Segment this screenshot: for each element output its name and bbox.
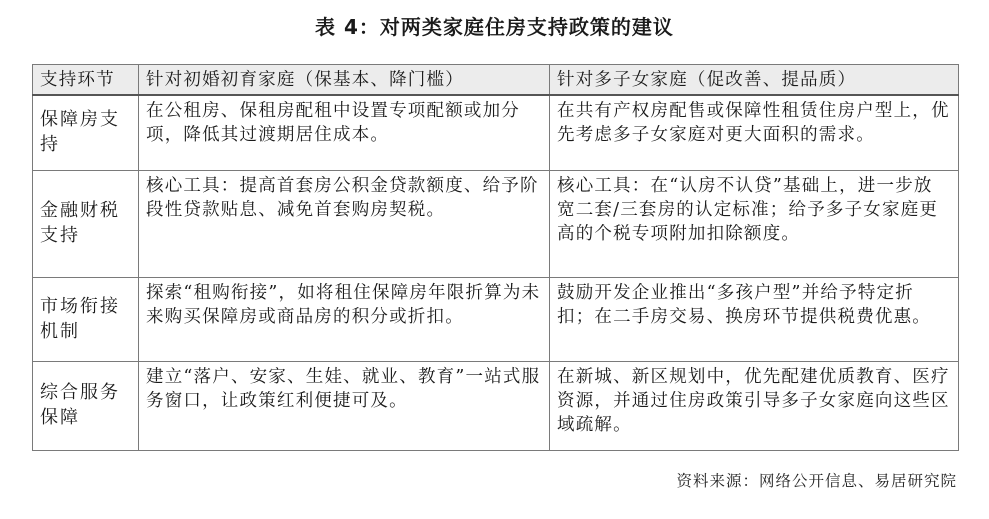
- header-newlywed-family: 针对初婚初育家庭（保基本、降门槛）: [139, 65, 550, 96]
- table-title: 表 4：对两类家庭住房支持政策的建议: [315, 15, 674, 39]
- header-support-stage: 支持环节: [33, 65, 139, 96]
- policy-table: [32, 64, 959, 451]
- source-note: 资料来源：网络公开信息、易居研究院: [676, 472, 957, 490]
- row-category: 市场衔接机制: [33, 277, 139, 361]
- table-header-row: [33, 65, 959, 96]
- newlywed-cell: 在公租房、保租房配租中设置专项配额或加分项，降低其过渡期居住成本。: [139, 95, 550, 170]
- row-category: 金融财税支持: [33, 170, 139, 277]
- newlywed-cell: 核心工具：提高首套房公积金贷款额度、给予阶段性贷款贴息、减免首套购房契税。: [139, 170, 550, 277]
- multichild-cell: 鼓励开发企业推出“多孩户型”并给予特定折扣；在二手房交易、换房环节提供税费优惠。: [550, 277, 959, 361]
- row-category: 综合服务保障: [33, 361, 139, 450]
- newlywed-cell: 探索“租购衔接”，如将租住保障房年限折算为未来购买保障房或商品房的积分或折扣。: [139, 277, 550, 361]
- multichild-cell: 在共有产权房配售或保障性租赁住房户型上，优先考虑多子女家庭对更大面积的需求。: [550, 95, 959, 170]
- table-row: [33, 277, 959, 361]
- table-row: [33, 170, 959, 277]
- newlywed-cell: 建立“落户、安家、生娃、就业、教育”一站式服务窗口，让政策红利便捷可及。: [139, 361, 550, 450]
- table-row: [33, 361, 959, 450]
- multichild-cell: 在新城、新区规划中，优先配建优质教育、医疗资源，并通过住房政策引导多子女家庭向这些区域疏解。: [550, 361, 959, 450]
- multichild-cell: 核心工具：在“认房不认贷”基础上，进一步放宽二套/三套房的认定标准；给予多子女家庭更高的个税专项附加扣除额度。: [550, 170, 959, 277]
- table-row: [33, 95, 959, 170]
- row-category: 保障房支持: [33, 95, 139, 170]
- header-multichild-family: 针对多子女家庭（促改善、提品质）: [550, 65, 959, 96]
